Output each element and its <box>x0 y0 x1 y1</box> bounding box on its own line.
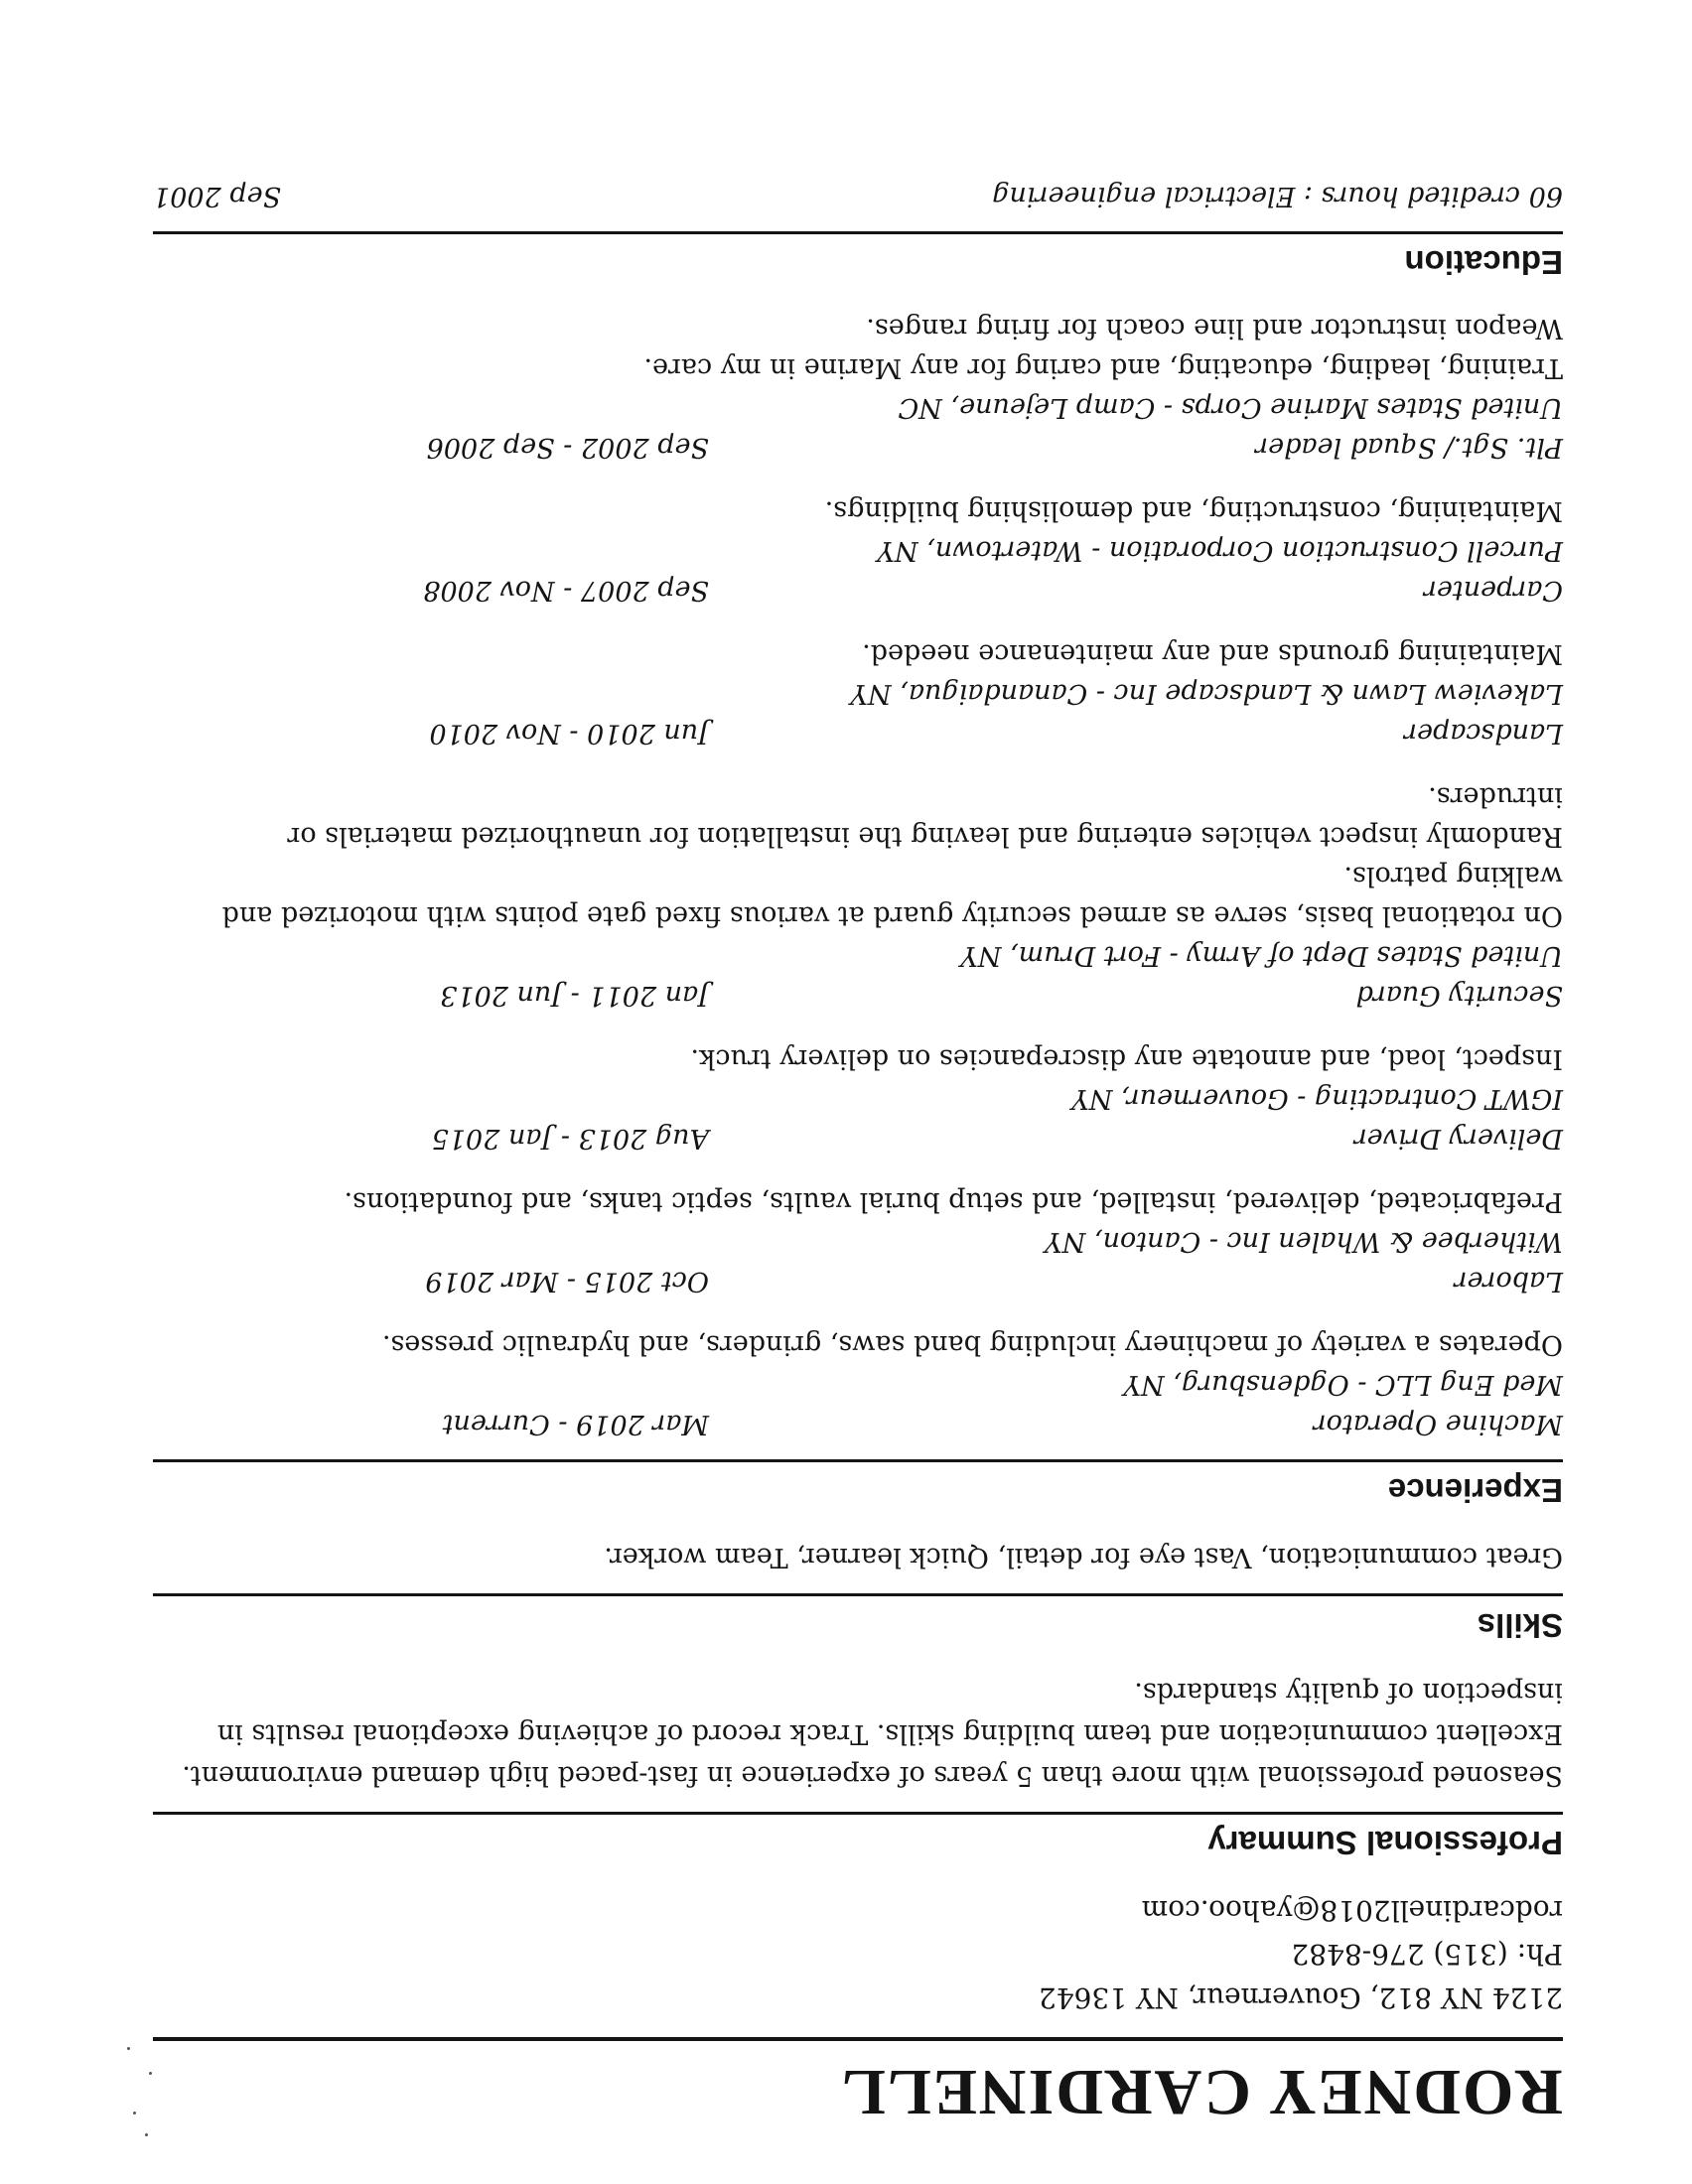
job-company: United States Dept of Army - Fort Drum, NY <box>960 940 1563 972</box>
job-entry <box>153 1181 1563 1300</box>
job-description: On rotational basis, serve as armed security guard at various fixed gate points with motorized and walking patrols. <box>221 861 1563 932</box>
job-title: Machine Operator <box>1313 1409 1563 1440</box>
job-dates: Sep 2002 - Sep 2006 <box>426 432 709 464</box>
job-description-2: Randomly inspect vehicles entering and leaving the installation for unauthorized materials or intruders. <box>287 781 1563 853</box>
job-entry <box>153 776 1563 1015</box>
job-company: United States Marine Corps - Camp Lejeune, NC <box>898 392 1563 424</box>
job-dates: Jan 2011 - Jun 2013 <box>440 980 709 1012</box>
job-title: Delivery Driver <box>1353 1123 1563 1155</box>
resume-content <box>153 176 1563 2134</box>
education-heading: Education <box>153 231 1563 280</box>
job-dates: Sep 2007 - Nov 2008 <box>423 575 709 607</box>
job-company: IGWT Contracting - Gouverneur, NY <box>1071 1083 1563 1115</box>
experience-heading: Experience <box>153 1459 1563 1508</box>
job-entry <box>153 490 1563 610</box>
email: rodcardinell2018@yahoo.com <box>1141 1894 1563 1927</box>
job-description: Maintaining grounds and any maintenance needed. <box>862 638 1563 670</box>
job-description: Prefabricated, delivered, installed, and setup burial vaults, septic tanks, and foundations. <box>344 1186 1563 1218</box>
job-dates: Jun 2010 - Nov 2010 <box>429 718 709 750</box>
job-company: Witherbee & Whalen Inc - Canton, NY <box>1044 1226 1563 1258</box>
job-description: Training, leading, educating, and caring for any Marine in my care. <box>643 352 1563 384</box>
education-date: Sep 2001 <box>153 180 282 211</box>
job-description-2: Weapon instructor and line coach for firing ranges. <box>866 313 1563 344</box>
job-description: Operates a variety of machinery including band saws, grinders, and hydraulic presses. <box>381 1329 1563 1361</box>
job-title: Carpenter <box>1423 575 1563 607</box>
job-company: Med Eng LLC - Ogdensburg, NY <box>1123 1369 1563 1401</box>
job-dates: Mar 2019 - Current <box>442 1409 709 1440</box>
job-title: Laborer <box>1454 1266 1563 1297</box>
candidate-name: RODNEY CARDINELL <box>153 2037 1563 2124</box>
education-entry <box>153 176 1563 215</box>
skills-heading: Skills <box>153 1593 1563 1642</box>
job-title: Landscaper <box>1404 718 1563 750</box>
job-entry <box>153 1038 1563 1158</box>
scan-marks <box>118 2025 158 2144</box>
job-description: Maintaining, constructing, and demolishing buildings. <box>824 495 1563 527</box>
phone: Ph: (315) 276-8482 <box>1291 1938 1563 1971</box>
skills-text: Great communication, Vast eye for detail, Quick learner, Team worker. <box>604 1542 1563 1573</box>
address: 2124 NY 812, Gouverneur, NY 13642 <box>1038 1981 1563 2014</box>
job-description: Inspect, load, and annotate any discrepancies on delivery truck. <box>690 1043 1563 1075</box>
job-entry <box>153 1324 1563 1443</box>
summary-heading: Professional Summary <box>153 1812 1563 1860</box>
job-entry <box>153 308 1563 467</box>
summary-text: Seasoned professional with more than 5 years of experience in fast-paced high demand environment. Excellent communication and team building skills. Track record of achieving exceptional results in inspection of quality standards. <box>182 1676 1563 1791</box>
job-dates: Oct 2015 - Mar 2019 <box>425 1266 709 1297</box>
education-detail: 60 credited hours : Electrical engineering <box>992 180 1563 211</box>
job-title: Security Guard <box>1355 980 1563 1012</box>
job-entry <box>153 633 1563 752</box>
job-company: Purcell Construction Corporation - Watertown, NY <box>877 535 1563 567</box>
job-company: Lakeview Lawn & Landscape Inc - Canandaigua, NY <box>850 678 1563 710</box>
job-dates: Aug 2013 - Jan 2015 <box>431 1123 709 1155</box>
job-title: Plt. Sgt./ Squad leader <box>1255 432 1563 464</box>
